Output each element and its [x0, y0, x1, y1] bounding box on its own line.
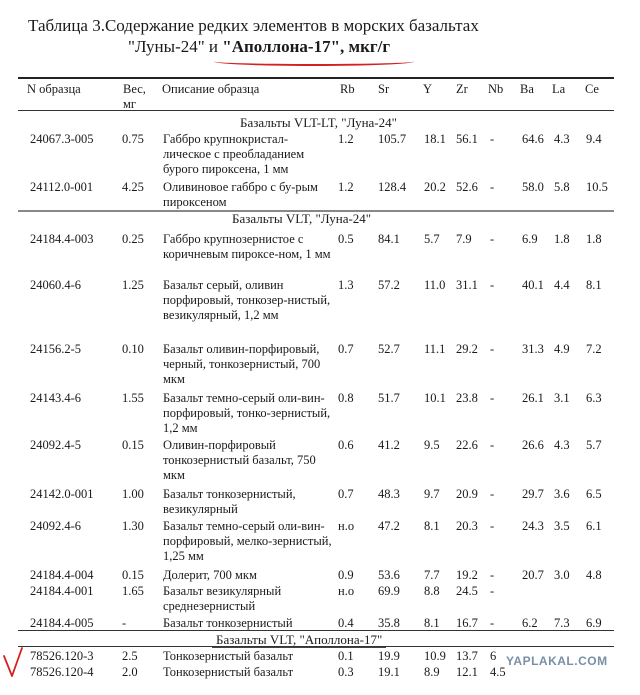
table-cell-id: 24184.4-001	[30, 584, 94, 598]
table-cell-sr: 51.7	[378, 391, 400, 405]
column-header: Вес, мг	[123, 82, 146, 111]
table-cell-desc: Базальт темно-серый оли-вин-порфировый, мелко-зернистый, 1,25 мм	[163, 519, 332, 563]
column-header: Описание образца	[162, 82, 260, 96]
table-cell-y: 5.7	[424, 232, 440, 246]
column-header: La	[552, 82, 566, 96]
table-cell-sr: 53.6	[378, 568, 400, 582]
table-cell-ba: 31.3	[522, 342, 544, 356]
table-cell-id: 24112.0-001	[30, 180, 94, 194]
table-cell-zr: 20.3	[456, 519, 478, 533]
table-cell-la: 3.5	[554, 519, 570, 533]
table-cell-id: 24092.4-5	[30, 438, 82, 452]
column-header: Rb	[340, 82, 355, 96]
table-cell-ba: 20.7	[522, 568, 544, 582]
table-cell-w: 0.15	[122, 438, 144, 452]
table-cell-nb: -	[490, 584, 495, 598]
table-cell-w: 0.25	[122, 232, 144, 246]
table-cell-rb: 0.8	[338, 391, 354, 405]
table-cell-w: 0.10	[122, 342, 144, 356]
table-cell-sr: 47.2	[378, 519, 400, 533]
table-cell-ce: 4.8	[586, 568, 602, 582]
table-cell-la: 5.8	[554, 180, 570, 194]
column-header: Y	[423, 82, 433, 96]
table-cell-rb: 1.2	[338, 132, 354, 146]
table-cell-w: 1.00	[122, 487, 144, 501]
table-cell-w: 1.30	[122, 519, 144, 533]
table-cell-w: 4.25	[122, 180, 144, 194]
red-underline-mark	[214, 57, 414, 66]
table-cell-ce: 6.1	[586, 519, 602, 533]
table-cell-y: 10.1	[424, 391, 446, 405]
table-cell-zr: 12.1	[456, 665, 478, 679]
table-cell-sr: 128.4	[378, 180, 407, 194]
column-header: N образца	[27, 82, 81, 96]
checkmark-icon	[2, 646, 24, 680]
table-cell-ba: 26.1	[522, 391, 544, 405]
table-cell-sr: 41.2	[378, 438, 400, 452]
table-cell-sr: 57.2	[378, 278, 400, 292]
table-cell-ce: 7.2	[586, 342, 602, 356]
group-label: Базальты VLT-LT, "Луна-24"	[240, 115, 397, 130]
table-cell-nb: -	[490, 180, 495, 194]
table-cell-ce: 6.5	[586, 487, 602, 501]
table-cell-id: 24184.4-004	[30, 568, 94, 582]
table-cell-zr: 16.7	[456, 616, 478, 630]
column-header: Ba	[520, 82, 534, 96]
table-cell-ce: 9.4	[586, 132, 602, 146]
table-cell-sr: 84.1	[378, 232, 400, 246]
table-cell-ba: 6.9	[522, 232, 538, 246]
table-cell-w: -	[122, 616, 127, 630]
table-cell-y: 10.9	[424, 649, 446, 663]
table-cell-y: 9.7	[424, 487, 440, 501]
table-cell-desc: Габбро крупнокристал-лическое с преобладанием бурого пироксена, 1 мм	[163, 132, 305, 176]
table-cell-zr: 31.1	[456, 278, 478, 292]
table-cell-nb: -	[490, 487, 495, 501]
table-cell-sr: 35.8	[378, 616, 400, 630]
table-cell-ba: 29.7	[522, 487, 544, 501]
table-cell-la: 4.9	[554, 342, 570, 356]
table-cell-zr: 23.8	[456, 391, 478, 405]
table-cell-sr: 105.7	[378, 132, 407, 146]
table-cell-sr: 19.1	[378, 665, 400, 679]
table-cell-nb: -	[490, 132, 495, 146]
table-cell-id: 24184.4-005	[30, 616, 94, 630]
table-cell-desc: Базальт оливин-порфировый, черный, тонкозернистый, 700 мкм	[163, 342, 321, 386]
table-cell-rb: 0.7	[338, 342, 354, 356]
table-cell-sr: 48.3	[378, 487, 400, 501]
table-cell-nb: -	[490, 438, 495, 452]
table-cell-zr: 20.9	[456, 487, 478, 501]
table-cell-la: 4.4	[554, 278, 570, 292]
table-cell-y: 8.1	[424, 616, 440, 630]
table-cell-nb: -	[490, 278, 495, 292]
table-cell-nb: -	[490, 616, 495, 630]
table-cell-la: 4.3	[554, 132, 570, 146]
table-cell-zr: 7.9	[456, 232, 472, 246]
column-header: Nb	[488, 82, 504, 96]
table-cell-ba: 58.0	[522, 180, 544, 194]
table-cell-w: 1.55	[122, 391, 144, 405]
column-header: Sr	[378, 82, 390, 96]
table-cell-ce: 1.8	[586, 232, 602, 246]
table-cell-y: 8.9	[424, 665, 440, 679]
title-line-1: Таблица 3.Содержание редких элементов в морских базальтах	[28, 16, 479, 35]
title-line-2: "Луны-24" и "Аполлона-17", мкг/г	[128, 37, 391, 56]
table-cell-rb: 0.5	[338, 232, 354, 246]
table-cell-la: 7.3	[554, 616, 570, 630]
table-cell-desc: Базальт везикулярный среднезернистый	[163, 584, 282, 613]
table-cell-zr: 19.2	[456, 568, 478, 582]
table-cell-zr: 29.2	[456, 342, 478, 356]
table-cell-w: 1.65	[122, 584, 144, 598]
table-cell-w: 2.5	[122, 649, 138, 663]
table-cell-w: 0.75	[122, 132, 144, 146]
table-cell-la: 3.6	[554, 487, 570, 501]
table-cell-id: 24143.4-6	[30, 391, 82, 405]
table-cell-w: 2.0	[122, 665, 138, 679]
group-label: Базальты VLT, "Луна-24"	[232, 211, 372, 226]
table-cell-desc: Оливин-порфировый тонкозернистый базальт, 750 мкм	[163, 438, 316, 482]
table-cell-y: 20.2	[424, 180, 446, 194]
table-cell-desc: Тонкозернистый базальт	[163, 649, 294, 663]
table-cell-id: 24156.2-5	[30, 342, 82, 356]
table-cell-rb: н.о	[338, 519, 355, 533]
table-cell-la: 1.8	[554, 232, 570, 246]
table-cell-nb: 4.5	[490, 665, 506, 679]
table-cell-id: 78526.120-3	[30, 649, 94, 663]
table-cell-ce: 8.1	[586, 278, 602, 292]
table-cell-desc: Оливиновое габбро с бу-рым пироксеном	[163, 180, 318, 209]
table-cell-ba: 24.3	[522, 519, 544, 533]
table-cell-y: 11.0	[424, 278, 446, 292]
header-top-rule	[18, 77, 614, 79]
table-cell-id: 24184.4-003	[30, 232, 94, 246]
table-cell-ba: 40.1	[522, 278, 544, 292]
table-cell-rb: 0.7	[338, 487, 354, 501]
table-cell-desc: Тонкозернистый базальт	[163, 665, 294, 679]
table-cell-desc: Базальт темно-серый оли-вин-порфировый, тонко-зернистый, 1,2 мм	[163, 391, 331, 435]
table-cell-rb: 1.2	[338, 180, 354, 194]
table-cell-nb: -	[490, 232, 495, 246]
table-cell-y: 8.1	[424, 519, 440, 533]
table-cell-id: 24067.3-005	[30, 132, 94, 146]
table-cell-nb: -	[490, 391, 495, 405]
table-cell-zr: 22.6	[456, 438, 478, 452]
table-cell-rb: 0.4	[338, 616, 354, 630]
table-cell-la: 3.1	[554, 391, 570, 405]
table-cell-w: 1.25	[122, 278, 144, 292]
table-cell-desc: Базальт тонкозернистый, везикулярный	[163, 487, 296, 516]
table-cell-sr: 69.9	[378, 584, 400, 598]
table-cell-la: 3.0	[554, 568, 570, 582]
table-cell-ba: 26.6	[522, 438, 544, 452]
group-label: Базальты VLT, "Аполлона-17"	[212, 632, 386, 648]
table-cell-sr: 52.7	[378, 342, 400, 356]
table-cell-y: 18.1	[424, 132, 446, 146]
table-cell-rb: 0.1	[338, 649, 354, 663]
table-cell-rb: н.о	[338, 584, 355, 598]
table-cell-desc: Базальт серый, оливин порфировый, тонкозер-нистый, везикулярный, 1,2 мм	[163, 278, 331, 322]
table-cell-rb: 0.3	[338, 665, 354, 679]
table-cell-zr: 24.5	[456, 584, 478, 598]
table-cell-nb: -	[490, 342, 495, 356]
table-cell-y: 8.8	[424, 584, 440, 598]
table-cell-nb: -	[490, 519, 495, 533]
table-cell-w: 0.15	[122, 568, 144, 582]
table-cell-ce: 5.7	[586, 438, 602, 452]
column-header: Zr	[456, 82, 468, 96]
table-cell-la: 4.3	[554, 438, 570, 452]
table-cell-id: 24092.4-6	[30, 519, 82, 533]
table-cell-zr: 52.6	[456, 180, 478, 194]
table-cell-zr: 13.7	[456, 649, 478, 663]
table-cell-ce: 6.9	[586, 616, 602, 630]
table-title	[28, 15, 628, 57]
table-cell-id: 78526.120-4	[30, 665, 94, 679]
table-cell-ce: 10.5	[586, 180, 608, 194]
column-header: Ce	[585, 82, 599, 96]
table-cell-id: 24142.0-001	[30, 487, 94, 501]
table-cell-nb: 6	[490, 649, 497, 663]
table-cell-rb: 1.3	[338, 278, 354, 292]
table-cell-y: 9.5	[424, 438, 440, 452]
table-cell-desc: Габбро крупнозернистое с коричневым пироксе-ном, 1 мм	[163, 232, 331, 261]
table-cell-desc: Долерит, 700 мкм	[163, 568, 257, 582]
table-cell-rb: 0.9	[338, 568, 354, 582]
table-cell-zr: 56.1	[456, 132, 478, 146]
table-cell-ba: 6.2	[522, 616, 538, 630]
table-cell-y: 11.1	[424, 342, 446, 356]
table-cell-y: 7.7	[424, 568, 440, 582]
table-cell-ce: 6.3	[586, 391, 602, 405]
watermark: YAPLAKAL.COM	[506, 654, 608, 668]
table-cell-rb: 0.6	[338, 438, 354, 452]
table-cell-ba: 64.6	[522, 132, 544, 146]
table-cell-desc: Базальт тонкозернистый	[163, 616, 293, 630]
header-bottom-rule	[18, 110, 614, 111]
table-cell-id: 24060.4-6	[30, 278, 82, 292]
table-cell-nb: -	[490, 568, 495, 582]
table-cell-sr: 19.9	[378, 649, 400, 663]
